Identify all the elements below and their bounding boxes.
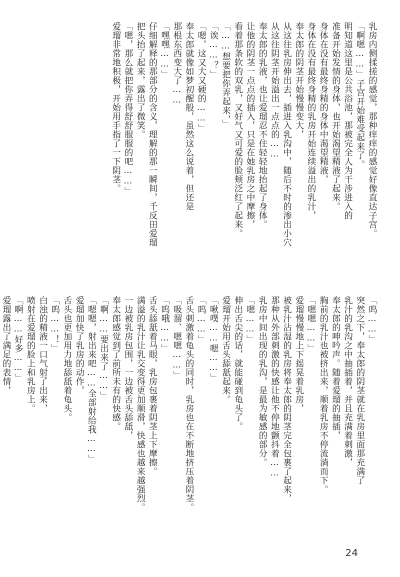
text-line: 舌头舔舐着马眼，乳房包裹着阴茎上下摩擦。 <box>147 296 158 476</box>
text-line: 看着那条软的双乳，又好气又可爱的脸颊泛红了起来。 <box>232 22 243 238</box>
text-line: 「嗯，那么就把你弄得舒舒服服的吧……」 <box>122 22 133 196</box>
text-line: 爱瑠加快了乳房的动作， <box>74 296 85 395</box>
text-line: 「嗯……」 <box>244 296 255 344</box>
text-line: 「诶……？」 <box>208 22 219 79</box>
text-line: 「嗯嗯，射出来吧……全部射给我……」 <box>86 296 97 464</box>
text-line: 舌头也更加用力地舔舐着龟头。 <box>61 296 72 422</box>
text-line: 胸前的乳汁也被挤出来，顺着乳房不停流淌而下。 <box>318 296 329 494</box>
text-line: 「呜……！」 <box>49 296 60 353</box>
text-line: 身体在没有最终身精的身体中渴望精液， <box>318 22 329 184</box>
text-line: 一边被乳房包围，一边被舌头舔舐， <box>122 296 133 440</box>
text-line: 被乳汁沾湿的乳房将奉太郎的阴茎完全包裹了起来， <box>281 296 292 503</box>
text-line: 舌头刺激着龟头的同时，乳房也在不断地挤压着阴茎。 <box>183 296 194 512</box>
text-line: 突然之下，奉太郎的阴茎就在乳房里面那充满了 <box>354 296 365 485</box>
text-line: 奉太郎的呻吟声。随着爱瑠的抽插， <box>330 296 341 440</box>
text-line: 乳汁的乳沟之中抽插着，并且充满着刺激， <box>342 296 353 467</box>
text-line: 明知道这里是公共浴池，那被完全人为干涉进入的 <box>342 22 353 220</box>
text-line: 奉太郎感觉到了前所未有的快感。 <box>110 296 121 431</box>
text-line: 「嗯，这又大又硬的……」 <box>196 22 207 133</box>
text-line: 「啊嗯……」子宫开始难受起来了。 <box>354 22 365 169</box>
text-line: 让他的阴茎一点点的插入，只是在她乳房之中摩擦， <box>244 22 255 229</box>
text-line: 把头抬了起来，露出了微笑。 <box>135 22 146 139</box>
text-line: 奉太郎就像如梦初醒般，虽然这么说着，但还是 <box>183 22 194 211</box>
text-line: 爱瑠开始用舌头舔舐起来。 <box>220 296 231 404</box>
text-line: 乳房中间出现的乳沟，是最为敏感的部分。 <box>257 296 268 467</box>
text-line: 伸出舌尖的话，就能碰到龟头了。 <box>232 296 243 431</box>
text-line: 爱瑠非常地积极，开始用手指了一下阴茎。 <box>110 22 121 193</box>
text-line: 准备开始发情的身体，也开始渴望精液了起来。 <box>330 22 341 211</box>
text-line: 「呜……」 <box>367 296 377 344</box>
text-line: 白浊的精液一口气射了出来， <box>37 296 48 413</box>
text-line: 「嘿嘿……」 <box>159 22 170 79</box>
text-line: 「……想要把你弄起来，」 <box>220 22 231 129</box>
text-line: 仔细解释的那部分的含义，理解的那一瞬间，千反田爱瑠 <box>147 22 158 247</box>
text-line: 身体在没有最终身精的乳房开始连续溢出的乳汁， <box>305 22 316 220</box>
text-line: 从这往阴茎开始溢出一点点的…… <box>269 22 280 160</box>
text-line: 爱瑠露出了满足的表情， <box>0 296 11 395</box>
text-line: 乳房内侧揉搓的感觉，那种痒痒的感觉好像直达子宫。 <box>367 22 377 238</box>
text-line: 「呜……」 <box>196 296 207 344</box>
text-line: 奉太郎的阴茎开始慢慢变大， <box>293 22 304 139</box>
text-line: 「啊……要出来了……」 <box>98 296 109 401</box>
text-line: 那种从外部刺激的快感让他不停地颤抖着…… <box>269 296 280 479</box>
text-block-bottom <box>0 296 378 554</box>
text-line: 「啊……好多……」 <box>13 296 24 383</box>
text-line: 从这往乳房伸出去，插进入乳沟中，随后不时的渗出小穴 <box>281 22 292 247</box>
text-line: 「呜哦……」 <box>159 296 170 353</box>
text-line: 那根东西变大了…… <box>171 22 182 106</box>
text-line: 爱瑠慢慢地上下摇晃着乳房， <box>293 296 304 413</box>
text-line: 「嗯嗯……」 <box>305 296 316 353</box>
text-line: 喷射在爱瑠的脸上和乳房上。 <box>25 296 36 413</box>
text-line: 「啾噗……嗯……」 <box>208 296 219 383</box>
text-line: 满溢的乳汁让乳交变得更加顺滑，快感也越来越强烈。 <box>135 296 146 512</box>
text-line: 奉太郎的乳液，也让爱瑠忍不住轻轻地抬起了身体。 <box>257 22 268 229</box>
page-number: 24 <box>345 548 358 559</box>
text-block-top <box>110 22 378 270</box>
text-line: 「吸溜、嗯嗯……」 <box>171 296 182 380</box>
